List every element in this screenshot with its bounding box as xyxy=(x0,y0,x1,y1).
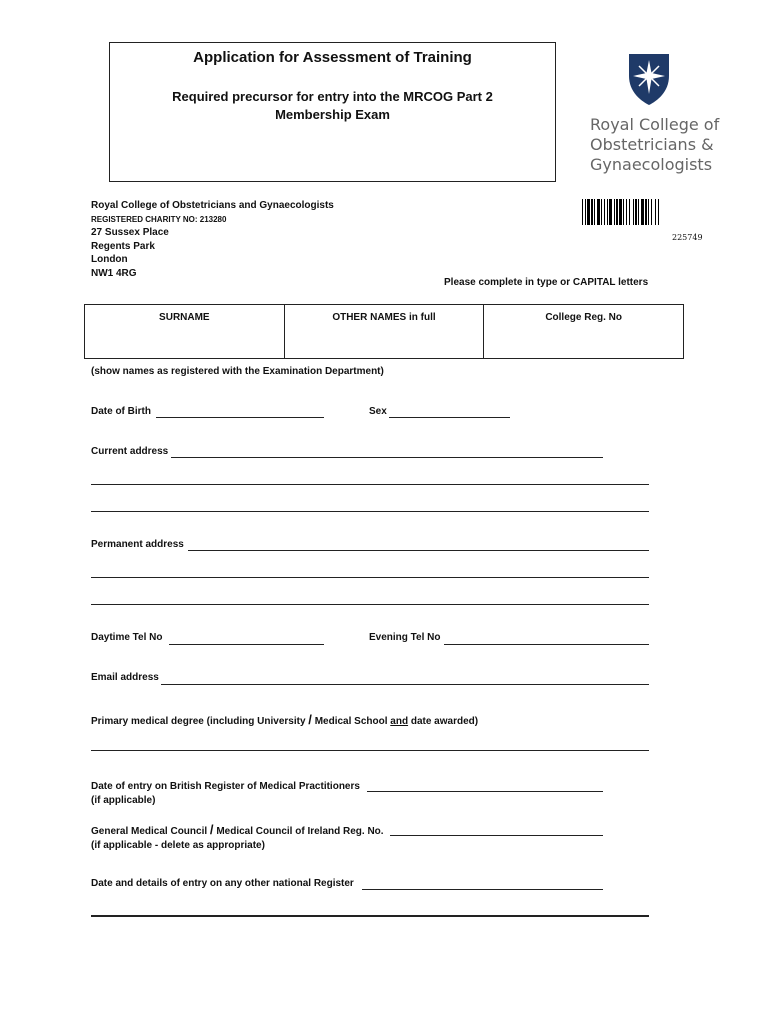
evening-tel-label: Evening Tel No xyxy=(369,632,441,643)
gmc-note: (if applicable - delete as appropriate) xyxy=(91,840,265,851)
daytime-tel-field[interactable] xyxy=(169,644,324,645)
charity-number: REGISTERED CHARITY NO: 213280 xyxy=(91,214,227,224)
current-address-label: Current address xyxy=(91,446,169,457)
other-register-field-1[interactable] xyxy=(362,889,603,890)
address-line-1: 27 Sussex Place xyxy=(91,227,169,238)
logo-line-3: Gynaecologists xyxy=(590,155,713,174)
names-note: (show names as registered with the Examination Department) xyxy=(91,366,384,377)
permanent-address-field-1[interactable] xyxy=(188,550,649,551)
barcode xyxy=(582,199,700,225)
gmc-text-b: Medical Council of Ireland Reg. No. xyxy=(213,826,384,837)
college-address xyxy=(91,199,334,280)
british-register-note: (if applicable) xyxy=(91,795,156,806)
permanent-address-field-3[interactable] xyxy=(91,604,649,605)
email-label: Email address xyxy=(91,672,159,683)
surname-header: SURNAME xyxy=(159,312,210,323)
primary-degree-label xyxy=(91,712,478,727)
evening-tel-field[interactable] xyxy=(444,644,649,645)
british-register-label xyxy=(91,780,360,808)
primary-degree-field[interactable] xyxy=(91,750,649,751)
sex-label: Sex xyxy=(369,406,387,417)
instruction-note: Please complete in type or CAPITAL letters xyxy=(444,277,649,288)
daytime-tel-label: Daytime Tel No xyxy=(91,632,163,643)
gmc-field[interactable] xyxy=(390,835,603,836)
barcode-number: 225749 xyxy=(672,233,703,242)
dob-field[interactable] xyxy=(156,417,324,418)
address-line-4: NW1 4RG xyxy=(91,267,137,279)
email-field[interactable] xyxy=(161,684,649,685)
form-title: Application for Assessment of Training xyxy=(193,49,472,66)
logo-line-1: Royal College of xyxy=(590,115,720,134)
college-reg-cell[interactable] xyxy=(484,305,683,358)
other-names-cell[interactable] xyxy=(285,305,485,358)
logo-line-2: Obstetricians & xyxy=(590,135,714,154)
title-box xyxy=(109,42,556,182)
degree-slash: / xyxy=(308,712,312,727)
current-address-field-2[interactable] xyxy=(91,484,649,485)
sex-field[interactable] xyxy=(389,417,510,418)
degree-and: and xyxy=(390,716,409,727)
surname-cell[interactable] xyxy=(85,305,285,358)
other-register-field-2[interactable] xyxy=(91,915,649,917)
gmc-label xyxy=(91,823,384,853)
address-line-2: Regents Park xyxy=(91,240,155,252)
gmc-slash: / xyxy=(209,822,214,837)
british-register-text: Date of entry on British Register of Medical Practitioners xyxy=(91,781,360,792)
form-subtitle: Required precursor for entry into the MRCOG Part 2 Membership Exam xyxy=(172,89,493,122)
current-address-field-3[interactable] xyxy=(91,511,649,512)
permanent-address-field-2[interactable] xyxy=(91,577,649,578)
other-names-header: OTHER NAMES in full xyxy=(332,312,436,323)
star-shield-icon xyxy=(627,52,671,106)
degree-text-a: Primary medical degree (including University xyxy=(91,716,309,727)
college-reg-header: College Reg. No xyxy=(545,312,623,323)
degree-text-c: date awarded) xyxy=(408,716,479,727)
address-line-3: London xyxy=(91,254,128,265)
degree-text-b: Medical School xyxy=(311,716,391,727)
org-name: Royal College of Obstetricians and Gynaecologists xyxy=(91,200,334,211)
other-register-label: Date and details of entry on any other national Register xyxy=(91,878,354,889)
current-address-field-1[interactable] xyxy=(171,457,603,458)
dob-label: Date of Birth xyxy=(91,406,151,417)
permanent-address-label: Permanent address xyxy=(91,539,184,550)
name-table xyxy=(84,304,684,359)
british-register-field[interactable] xyxy=(367,791,603,792)
gmc-text-a: General Medical Council xyxy=(91,826,210,837)
